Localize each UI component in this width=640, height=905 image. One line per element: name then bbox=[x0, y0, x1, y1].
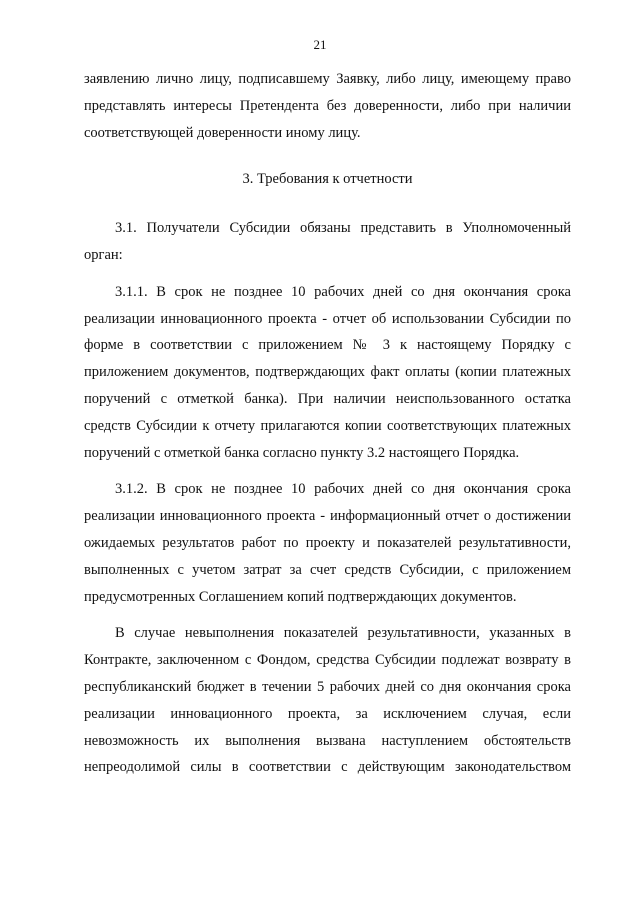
paragraph-3-1-1: 3.1.1. В срок не позднее 10 рабочих дней со дня окончания срока реализации инновационного проекта - отчет об использовании Субсидии по форме в соответствии с приложением № 3 к настоящему Порядку с приложением документов, подтверждающих факт оплаты (копии платежных поручений с отметкой банка). При наличии неиспользованного остатка средств Субсидии к отчету прилагаются копии соответствующих платежных поручений с отметкой банка согласно пункту 3.2 настоящего Порядка. bbox=[84, 283, 571, 461]
document-body bbox=[84, 66, 571, 781]
section-heading: 3. Требования к отчетности bbox=[242, 171, 413, 188]
paragraph-non-fulfillment: В случае невыполнения показателей результативности, указанных в Контракте, заключенном с Фондом, средства Субсидии подлежат возврату в республиканский бюджет в течении 5 рабочих дней со дня окончания срока реализации инновационного проекта, за исключением случая, если невозможность их выполнения вызвана наступлением обстоятельств непреодолимой силы в соответствии с действующим законодательством bbox=[84, 625, 571, 776]
page-number: 21 bbox=[313, 37, 327, 52]
section-heading-wrap bbox=[84, 166, 571, 193]
paragraph-3-1: 3.1. Получатели Субсидии обязаны представить в Уполномоченный орган: bbox=[84, 220, 571, 263]
paragraph-continuation: заявлению лично лицу, подписавшему Заявку, либо лицу, имеющему право представлять интересы Претендента без доверенности, либо при наличии соответствующей доверенности иному лицу. bbox=[84, 71, 571, 141]
paragraph-3-1-2: 3.1.2. В срок не позднее 10 рабочих дней со дня окончания срока реализации инновационного проекта - информационный отчет о достижении ожидаемых результатов работ по проекту и показателей результативности, выполненных с учетом затрат за счет средств Субсидии, с приложением предусмотренных Соглашением копий подтверждающих документов. bbox=[84, 481, 571, 605]
